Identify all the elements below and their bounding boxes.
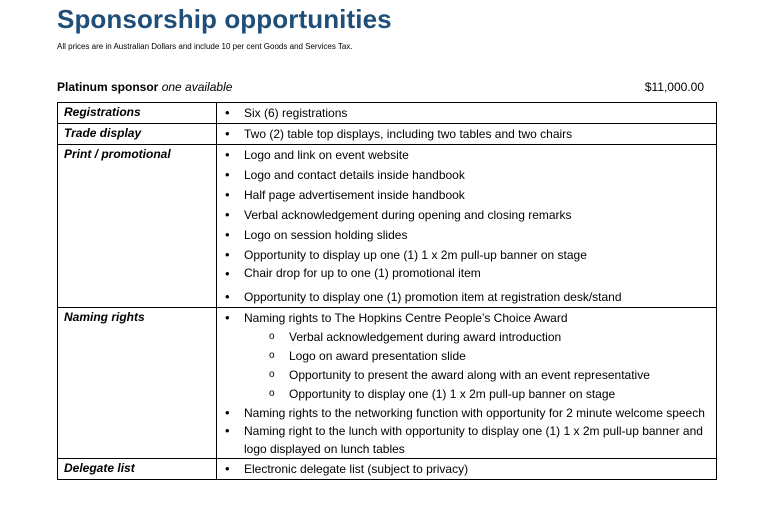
table-row <box>58 459 717 480</box>
row-category: Print / promotional <box>58 145 217 308</box>
tier-heading <box>57 80 717 94</box>
list-item: • Two (2) table top displays, including two tables and two chairs <box>217 124 716 144</box>
list-item: • Six (6) registrations <box>217 103 716 123</box>
table-row <box>58 124 717 145</box>
list-item: • Half page advertisement inside handbook <box>217 185 716 205</box>
row-items <box>217 103 717 124</box>
row-items <box>217 459 717 480</box>
list-item: • Logo on session holding slides <box>217 225 716 245</box>
list-item: • Electronic delegate list (subject to privacy) <box>217 459 716 479</box>
row-items <box>217 124 717 145</box>
table-row <box>58 308 717 459</box>
table-row <box>58 145 717 308</box>
sponsorship-table <box>57 102 717 480</box>
tier-availability: one available <box>161 80 233 94</box>
row-items <box>217 308 717 459</box>
row-category: Naming rights <box>58 308 217 459</box>
list-item: • Naming rights to the networking function with opportunity for 2 minute welcome speech <box>217 404 716 422</box>
sub-list-item: o Logo on award presentation slide <box>217 347 716 366</box>
row-items <box>217 145 717 308</box>
tier-name: Platinum sponsor <box>57 80 159 94</box>
page-title: Sponsorship opportunities <box>57 4 392 34</box>
list-item: • Logo and contact details inside handbook <box>217 165 716 185</box>
sub-list-item: o Opportunity to present the award along with an event representative <box>217 366 716 385</box>
row-category: Registrations <box>58 103 217 124</box>
tier-price: $11,000.00 <box>644 80 704 94</box>
list-item: • Opportunity to display one (1) promotion item at registration desk/stand <box>217 287 716 307</box>
row-category: Delegate list <box>58 459 217 480</box>
list-item: • Logo and link on event website <box>217 145 716 165</box>
list-item: • Opportunity to display up one (1) 1 x 2m pull-up banner on stage <box>217 245 716 265</box>
list-item: • Naming right to the lunch with opportunity to display one (1) 1 x 2m pull-up banner and logo displayed on lunch tables <box>217 422 716 458</box>
list-item: • Chair drop for up to one (1) promotional item <box>217 265 716 282</box>
table-row <box>58 103 717 124</box>
row-category: Trade display <box>58 124 217 145</box>
sub-list-item: o Opportunity to display one (1) 1 x 2m pull-up banner on stage <box>217 385 716 404</box>
list-item: • Naming rights to The Hopkins Centre People’s Choice Award <box>217 308 716 328</box>
price-note: All prices are in Australian Dollars and include 10 per cent Goods and Services Tax. <box>57 42 353 51</box>
list-item: • Verbal acknowledgement during opening and closing remarks <box>217 205 716 225</box>
sub-list-item: o Verbal acknowledgement during award introduction <box>217 328 716 347</box>
